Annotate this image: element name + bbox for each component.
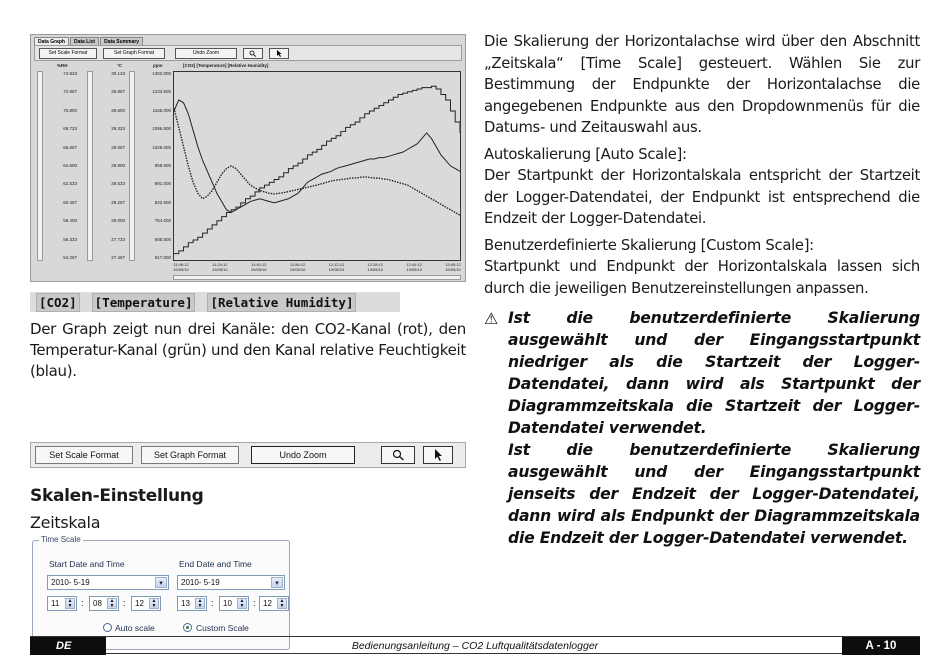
software-screenshot	[30, 34, 466, 282]
horizontal-scrollbar[interactable]	[173, 275, 461, 280]
custom-scale-radio[interactable]	[183, 623, 192, 632]
spinner-arrows-icon[interactable]: ▲ ▼	[65, 598, 75, 609]
co2-tick-label: 822.500	[154, 199, 171, 205]
time-separator: :	[253, 598, 256, 608]
end-second-spinner[interactable]	[259, 596, 289, 611]
pointer-icon	[276, 50, 282, 57]
humidity-tick-label: 64.600	[63, 163, 77, 168]
humidity-tick-label: 62.533	[63, 181, 77, 187]
start-date-select[interactable]	[47, 575, 169, 590]
auto-scale-label: Auto scale	[115, 623, 155, 633]
co2-scrollbar[interactable]	[129, 71, 135, 261]
auto-scale-radio[interactable]	[103, 623, 112, 632]
temp-unit: °C	[117, 63, 123, 68]
magnifier-icon	[391, 449, 405, 461]
section-heading: Skalen-Einstellung	[30, 486, 204, 506]
tab-data-list[interactable]: Data List	[70, 37, 99, 46]
mini-set-graph-button[interactable]: Set Graph Format	[103, 48, 165, 59]
end-label: End Date and Time	[179, 559, 252, 569]
temp-scrollbar[interactable]	[87, 71, 93, 261]
legend-temperature: [Temperature]	[92, 293, 196, 312]
warning-text-2: Ist die benutzerdefinierte Skalierung ausgewählt und der Eingangsstartpunkt jenseits der Endzeit der Logger-Datendatei, dann wird als Endpunkt der Diagrammzeitskala die Endzeit der Logger-Datendatei verwendet.	[508, 441, 920, 547]
humidity-tick-label: 54.267	[63, 255, 77, 260]
channel-legend	[30, 292, 400, 312]
temp-tick-label: 27.467	[111, 255, 125, 260]
x-tick-label: 12:28:12 19/05/10	[367, 262, 384, 272]
co2-axis	[137, 71, 171, 261]
end-minute-spinner[interactable]	[219, 596, 249, 611]
time-scale-group	[32, 535, 290, 650]
co2-tick-label: 754.000	[154, 218, 171, 224]
time-scale-paragraph: Die Skalierung der Horizontalachse wird über den Abschnitt „Zeitskala“ [Time Scale] gesteuert. Wählen Sie zur Bestimmung der Endpunkte der Horizontalachse die angegebenen Endpunkte aus den Dropdownmenüs für die Datums- und Zeitauswahl aus.	[484, 33, 920, 136]
temp-tick-label: 28.800	[111, 163, 125, 168]
series-line-2	[174, 108, 460, 215]
co2-tick-label: 685.500	[154, 236, 171, 242]
co2-unit: ppm	[153, 63, 163, 68]
pointer-icon	[433, 449, 443, 461]
x-axis	[173, 263, 461, 275]
graph-description: Der Graph zeigt nun drei Kanäle: den CO2-Kanal (rot), den Temperatur-Kanal (grün) und den Kanal relative Feuchtigkeit (blau).	[30, 320, 466, 380]
humidity-tick-label: 72.867	[63, 89, 77, 95]
tab-data-graph[interactable]: Data Graph	[34, 37, 69, 46]
set-scale-format-button[interactable]: Set Scale Format	[35, 446, 133, 464]
start-minute-spinner[interactable]	[89, 596, 119, 611]
temp-tick-label: 29.867	[111, 89, 125, 95]
graph-toolbar	[30, 442, 466, 468]
co2-tick-label: 959.500	[154, 163, 171, 168]
temp-axis	[95, 71, 125, 261]
x-tick-label: 12:44:12 19/05/10	[406, 262, 422, 272]
start-hour-value: 11	[51, 599, 60, 608]
x-tick-label: 12:12:12 19/05/10	[328, 262, 345, 272]
start-date-value: 2010- 5-19	[51, 578, 90, 587]
page-number: A - 10	[842, 637, 920, 655]
warning-note	[484, 307, 920, 549]
end-minute-value: 10	[223, 599, 232, 608]
warning-text-1: Ist die benutzerdefinierte Skalierung ausgewählt und der Eingangsstartpunkt niedriger als die Startzeit der Logger-Datendatei, dann wird als Startpunkt der Diagrammzeitskala die Startzeit der Logger-Datendatei verwendet.	[508, 309, 920, 437]
x-tick-label: 11:40:12 19/05/10	[250, 262, 267, 272]
humidity-tick-label: 56.333	[63, 236, 77, 242]
magnifier-icon	[249, 50, 257, 57]
start-label: Start Date and Time	[49, 559, 125, 569]
humidity-unit: %RH	[57, 63, 68, 68]
page-footer	[30, 636, 920, 654]
humidity-tick-label: 68.733	[63, 126, 77, 132]
line-chart	[173, 71, 461, 261]
end-date-value: 2010- 5-19	[181, 578, 220, 587]
humidity-axis	[47, 71, 77, 261]
spinner-arrows-icon[interactable]: ▲ ▼	[107, 598, 117, 609]
start-hour-spinner[interactable]	[47, 596, 77, 611]
temp-tick-label: 30.133	[111, 71, 125, 76]
series-line-3	[174, 86, 460, 253]
temp-tick-label: 29.600	[111, 107, 125, 113]
time-separator: :	[211, 598, 214, 608]
x-tick-label: 13:00:12 19/05/10	[445, 262, 461, 272]
co2-tick-label: 1096.500	[152, 126, 171, 132]
humidity-tick-label: 60.467	[63, 199, 77, 205]
co2-tick-label: 1165.000	[152, 107, 171, 113]
co2-tick-label: 617.000	[154, 255, 171, 260]
set-graph-format-button[interactable]: Set Graph Format	[141, 446, 239, 464]
spinner-arrows-icon[interactable]: ▲ ▼	[195, 598, 205, 609]
humidity-tick-label: 66.667	[63, 144, 77, 150]
spinner-arrows-icon[interactable]: ▲ ▼	[149, 598, 159, 609]
humidity-tick-label: 74.933	[63, 71, 77, 76]
chevron-down-icon[interactable]: ▾	[155, 577, 167, 588]
co2-tick-label: 1028.000	[152, 144, 171, 150]
custom-scale-text: Startpunkt und Endpunkt der Horizontalskala lassen sich durch die jeweiligen Benutzereinstellungen anpassen.	[484, 258, 920, 297]
undo-zoom-button[interactable]: Undo Zoom	[251, 446, 355, 464]
start-second-value: 12	[135, 599, 144, 608]
time-separator: :	[81, 598, 84, 608]
footer-title: Bedienungsanleitung – CO2 Luftqualitätsdatenlogger	[351, 640, 599, 652]
mini-undo-zoom-button[interactable]: Undo Zoom	[175, 48, 237, 59]
temp-tick-label: 28.533	[111, 181, 125, 187]
x-tick-label: 11:08:12 19/05/10	[173, 262, 189, 272]
custom-scale-title: Benutzerdefinierte Skalierung [Custom Scale]:	[484, 236, 814, 254]
auto-scale-title: Autoskalierung [Auto Scale]:	[484, 145, 687, 163]
auto-scale-text: Der Startpunkt der Horizontalskala entspricht der Startzeit der Logger-Datendatei, der Endpunkt ist entsprechend die Endzeit der Logger-Datendatei.	[484, 167, 920, 227]
humidity-tick-label: 58.400	[63, 218, 77, 224]
end-date-select[interactable]	[177, 575, 285, 590]
time-separator: :	[123, 598, 126, 608]
time-scale-legend: Time Scale	[41, 535, 81, 544]
warning-icon: ⚠	[484, 309, 499, 328]
end-hour-spinner[interactable]	[177, 596, 207, 611]
temp-tick-label: 29.333	[111, 126, 125, 132]
temp-tick-label: 28.000	[111, 218, 125, 224]
temp-tick-label: 29.067	[111, 144, 125, 150]
co2-tick-label: 1302.000	[152, 71, 171, 76]
end-second-value: 12	[263, 599, 272, 608]
temp-tick-label: 28.267	[111, 199, 125, 205]
x-tick-label: 11:56:12 19/05/10	[289, 262, 306, 272]
mini-set-scale-button[interactable]: Set Scale Format	[39, 48, 97, 59]
series-labels: [CO2] [Temperature] [Relative Humidity]	[183, 63, 269, 68]
co2-tick-label: 1233.500	[152, 89, 171, 95]
start-minute-value: 08	[93, 599, 102, 608]
end-hour-value: 13	[181, 599, 190, 608]
custom-scale-label: Custom Scale	[196, 623, 249, 633]
humidity-scrollbar[interactable]	[37, 71, 43, 261]
pointer-button[interactable]	[423, 446, 453, 464]
legend-co2: [CO2]	[36, 293, 80, 312]
chevron-down-icon[interactable]: ▾	[271, 577, 283, 588]
zoom-button[interactable]	[381, 446, 415, 464]
legend-humidity: [Relative Humidity]	[207, 293, 356, 312]
section-subheading: Zeitskala	[30, 513, 101, 532]
temp-tick-label: 27.733	[111, 236, 125, 242]
spinner-arrows-icon[interactable]: ▲ ▼	[277, 598, 287, 609]
co2-tick-label: 891.000	[154, 181, 171, 187]
series-line-1	[174, 100, 460, 213]
mini-zoom-button[interactable]	[243, 48, 263, 59]
spinner-arrows-icon[interactable]: ▲ ▼	[237, 598, 247, 609]
footer-language: DE	[30, 637, 106, 655]
mini-pointer-button[interactable]	[269, 48, 289, 59]
screenshot-toolbar	[34, 45, 462, 61]
start-second-spinner[interactable]	[131, 596, 161, 611]
axis-headers	[31, 63, 466, 71]
humidity-tick-label: 70.800	[63, 107, 77, 113]
tab-data-summary[interactable]: Data Summary	[100, 37, 143, 46]
right-column	[484, 31, 920, 549]
x-tick-label: 11:24:12 19/05/10	[212, 262, 228, 272]
